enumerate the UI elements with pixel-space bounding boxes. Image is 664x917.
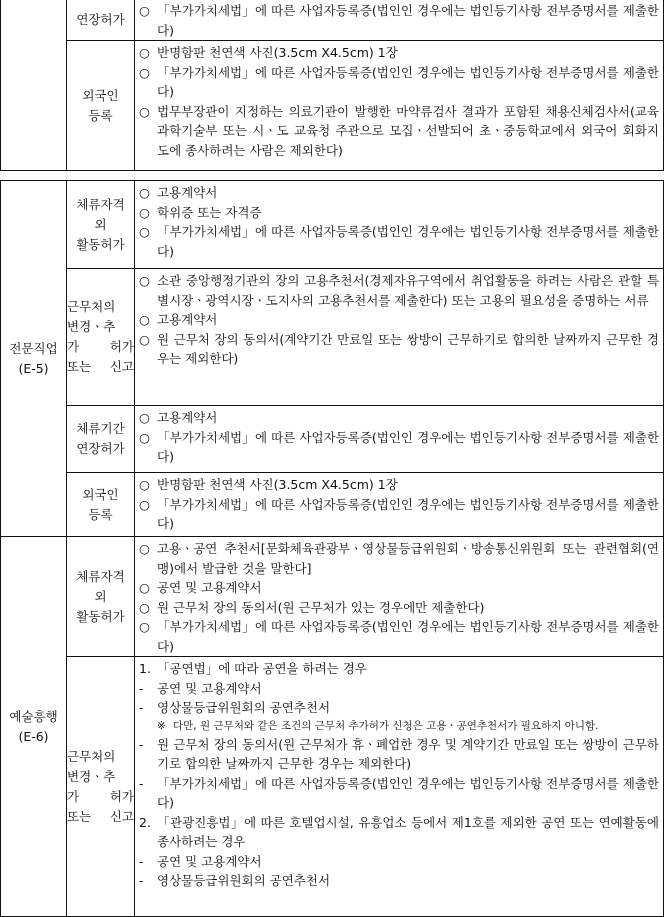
requirement-item [139, 871, 659, 891]
bullet-circle-icon: ○ [139, 273, 150, 288]
requirement-item [139, 698, 659, 718]
requirement-item [139, 679, 659, 699]
requirement-text: 원 근무처 장의 동의서(계약기간 만료일 또는 쌍방이 근무하기로 합의한 날짜까지 근무한 경우는 제외한다) [157, 331, 659, 366]
subcategory-cell [67, 657, 135, 917]
bullet-circle-icon: ○ [139, 103, 150, 119]
requirement-item [139, 203, 659, 223]
bullet-circle-icon: ○ [139, 496, 150, 512]
requirement-text: 「관광진흥법」에 따른 호텔업시설, 유흥업소 등에서 제1호를 제외한 공연 또는 연예활동에 종사하려는 경우 [157, 814, 659, 849]
requirements-cell [135, 0, 664, 41]
requirement-item [139, 310, 659, 330]
requirement-item [139, 271, 659, 310]
bullet-circle-icon: ○ [139, 3, 150, 18]
requirement-text: 「부가가치세법」에 따른 사업자등록증(법인인 경우에는 법인등기사항 전부증명서를 제출한다) [157, 619, 659, 654]
cell-label-line: 등록 [88, 107, 113, 123]
subcategory-cell [67, 269, 135, 406]
subcategory-cell [67, 406, 135, 473]
requirement-item [139, 495, 659, 534]
requirement-text: 고용계약서 [157, 185, 218, 200]
requirement-item [139, 222, 659, 261]
requirement-text: 「부가가치세법」에 따른 사업자등록증(법인인 경우에는 법인등기사항 전부증명서를 제출한다) [157, 496, 659, 531]
requirement-text: 학위증 또는 자격증 [157, 204, 262, 220]
cell-label-line: 근무처의 [67, 299, 116, 314]
requirement-item [139, 43, 659, 63]
requirement-text: 고용ㆍ공연 추천서[문화체육관광부ㆍ영상물등급위원회ㆍ방송통신위원회 또는 관련협회(연맹)에서 발급한 것을 말한다] [157, 541, 659, 576]
bullet-circle-icon: ○ [139, 64, 150, 80]
requirement-text: 법무부장관이 지정하는 의료기관이 발행한 마약류검사 결과가 포함된 채용신체검사서(교육과학기술부 또는 시ㆍ도 교육청 주관으로 모집ㆍ선발되어 초ㆍ중등학교에서 외국어 회화지도에 종사하려는 사람은 제외한다) [157, 103, 659, 158]
requirement-text: 「부가가치세법」에 따른 사업자등록증(법인인 경우에는 법인등기사항 전부증명서를 제출한다) [157, 775, 659, 810]
item-marker: - [139, 680, 144, 696]
visa-documents-table-top [0, 0, 664, 171]
cell-label-line: 가 허가 [67, 339, 134, 354]
requirement-item [139, 408, 659, 428]
cell-label-line: 또는 신고 [67, 808, 134, 824]
cell-label-line: 근무처의 [67, 748, 116, 764]
cell-label-line: 체류자격 [76, 568, 125, 584]
table-row [1, 181, 664, 269]
requirement-item [139, 1, 659, 40]
requirement-item [139, 539, 659, 578]
cell-label-line: 변경ㆍ추 [67, 319, 116, 334]
requirement-item [139, 102, 659, 161]
requirement-text: 공연 및 고용계약서 [157, 580, 262, 595]
requirements-cell [135, 181, 664, 269]
requirement-item [139, 428, 659, 467]
item-marker: 1. [139, 661, 151, 676]
requirement-text: 고용계약서 [157, 410, 218, 425]
cell-label-line: 외국인 [82, 87, 119, 103]
requirement-text: 다만, 원 근무처와 같은 조건의 근무처 추가허가 신청은 고용ㆍ공연추천서가 필요하지 아니함. [173, 719, 599, 732]
requirement-item [139, 183, 659, 203]
category-cell [1, 181, 67, 537]
requirement-text: 「공연법」에 따라 공연을 하려는 경우 [157, 661, 367, 676]
requirement-text: 소관 중앙행정기관의 장의 고용추천서(경제자유구역에서 취업활동을 하려는 사람은 관할 특별시장ㆍ광역시장ㆍ도지사의 고용추천서를 제출한다) 또는 고용의 필요성을 증명하는 서류 [157, 273, 659, 308]
requirement-text: 원 근무처 장의 동의서(원 근무처가 있는 경우에만 제출한다) [157, 599, 485, 615]
bullet-circle-icon: ○ [139, 204, 150, 220]
cell-label-line: 활동허가 [76, 608, 125, 624]
table-row [1, 41, 664, 171]
requirement-text: 원 근무처 장의 동의서(원 근무처가 휴ㆍ폐업한 경우 및 계약기간 만료일 또는 쌍방이 근무하기로 합의한 날짜까지 근무한 경우는 제외한다) [157, 736, 659, 771]
table-row [1, 406, 664, 473]
requirement-item [139, 659, 659, 679]
requirement-text: 영상물등급위원회의 공연추천서 [157, 873, 331, 888]
subcategory-cell [67, 473, 135, 537]
requirement-text: 공연 및 고용계약서 [157, 680, 262, 696]
cell-label-line: 체류자격 [76, 196, 125, 212]
bullet-circle-icon: ○ [139, 224, 150, 239]
subcategory-cell [67, 537, 135, 657]
item-marker: - [139, 700, 144, 715]
cell-label-line: 외 [94, 216, 107, 232]
requirement-text: 공연 및 고용계약서 [157, 853, 262, 869]
item-marker: - [139, 853, 144, 869]
requirements-cell [135, 269, 664, 406]
category-cell-empty [1, 0, 67, 171]
requirement-item [139, 578, 659, 598]
bullet-circle-icon: ○ [139, 599, 150, 615]
cell-label-line: 연장허가 [76, 441, 125, 456]
cell-label-line: 예술흥행 [9, 708, 58, 724]
requirement-item [139, 63, 659, 102]
requirement-text: 「부가가치세법」에 따른 사업자등록증(법인인 경우에는 법인등기사항 전부증명서를 제출한다) [157, 3, 659, 38]
table-row [1, 473, 664, 537]
requirement-item [139, 617, 659, 656]
table-row [1, 0, 664, 41]
requirements-cell [135, 473, 664, 537]
item-marker: - [139, 873, 144, 888]
requirement-text: 반명함판 천연색 사진(3.5cm X4.5cm) 1장 [157, 45, 398, 60]
cell-label-line: 외 [94, 588, 107, 604]
bullet-circle-icon: ○ [139, 477, 150, 492]
table-row [1, 657, 664, 917]
requirement-note [139, 718, 659, 735]
requirement-item [139, 598, 659, 618]
table-row [1, 537, 664, 657]
subcategory-cell [67, 41, 135, 171]
requirements-cell [135, 41, 664, 171]
cell-label-line: (E-6) [18, 728, 49, 744]
cell-label-line: 체류기간 [76, 421, 125, 436]
requirements-cell [135, 657, 664, 917]
cell-label-line: 가 허가 [67, 788, 134, 804]
requirement-text: 「부가가치세법」에 따른 사업자등록증(법인인 경우에는 법인등기사항 전부증명서를 제출한다) [157, 64, 659, 99]
category-cell [1, 537, 67, 917]
requirement-text: 「부가가치세법」에 따른 사업자등록증(법인인 경우에는 법인등기사항 전부증명서를 제출한다) [157, 224, 659, 259]
requirements-cell [135, 537, 664, 657]
visa-documents-table-main [0, 180, 664, 917]
requirements-cell [135, 406, 664, 473]
table-row [1, 269, 664, 406]
requirement-text: 「부가가치세법」에 따른 사업자등록증(법인인 경우에는 법인등기사항 전부증명서를 제출한다) [157, 429, 659, 464]
requirement-item [139, 735, 659, 774]
cell-label-line: 변경ㆍ추 [67, 768, 116, 784]
requirement-item [139, 813, 659, 852]
item-marker: - [139, 775, 144, 791]
cell-label-line: 또는 신고 [67, 359, 134, 374]
bullet-circle-icon: ○ [139, 619, 150, 634]
bullet-circle-icon: ○ [139, 331, 150, 347]
requirement-text: 반명함판 천연색 사진(3.5cm X4.5cm) 1장 [157, 477, 398, 492]
bullet-circle-icon: ○ [139, 429, 150, 445]
requirement-item [139, 475, 659, 495]
cell-label-line: 연장허가 [76, 11, 125, 27]
cell-label-line: 전문직업 [9, 340, 58, 356]
bullet-circle-icon: ○ [139, 541, 150, 556]
requirement-text: 고용계약서 [157, 312, 218, 327]
cell-label-line: 외국인 [82, 486, 119, 502]
cell-label-line: 활동허가 [76, 236, 125, 252]
requirement-text: 영상물등급위원회의 공연추천서 [157, 700, 331, 715]
subcategory-cell [67, 0, 135, 41]
cell-label-line: (E-5) [18, 360, 49, 376]
requirement-item [139, 774, 659, 813]
item-marker: ※ [157, 719, 166, 732]
bullet-circle-icon: ○ [139, 45, 150, 60]
item-marker: 2. [139, 814, 151, 830]
requirement-item [139, 330, 659, 369]
requirement-item [139, 852, 659, 872]
bullet-circle-icon: ○ [139, 410, 150, 425]
subcategory-cell [67, 181, 135, 269]
bullet-circle-icon: ○ [139, 312, 150, 327]
cell-label-line: 등록 [88, 506, 113, 522]
bullet-circle-icon: ○ [139, 185, 150, 200]
item-marker: - [139, 736, 144, 752]
bullet-circle-icon: ○ [139, 580, 150, 595]
